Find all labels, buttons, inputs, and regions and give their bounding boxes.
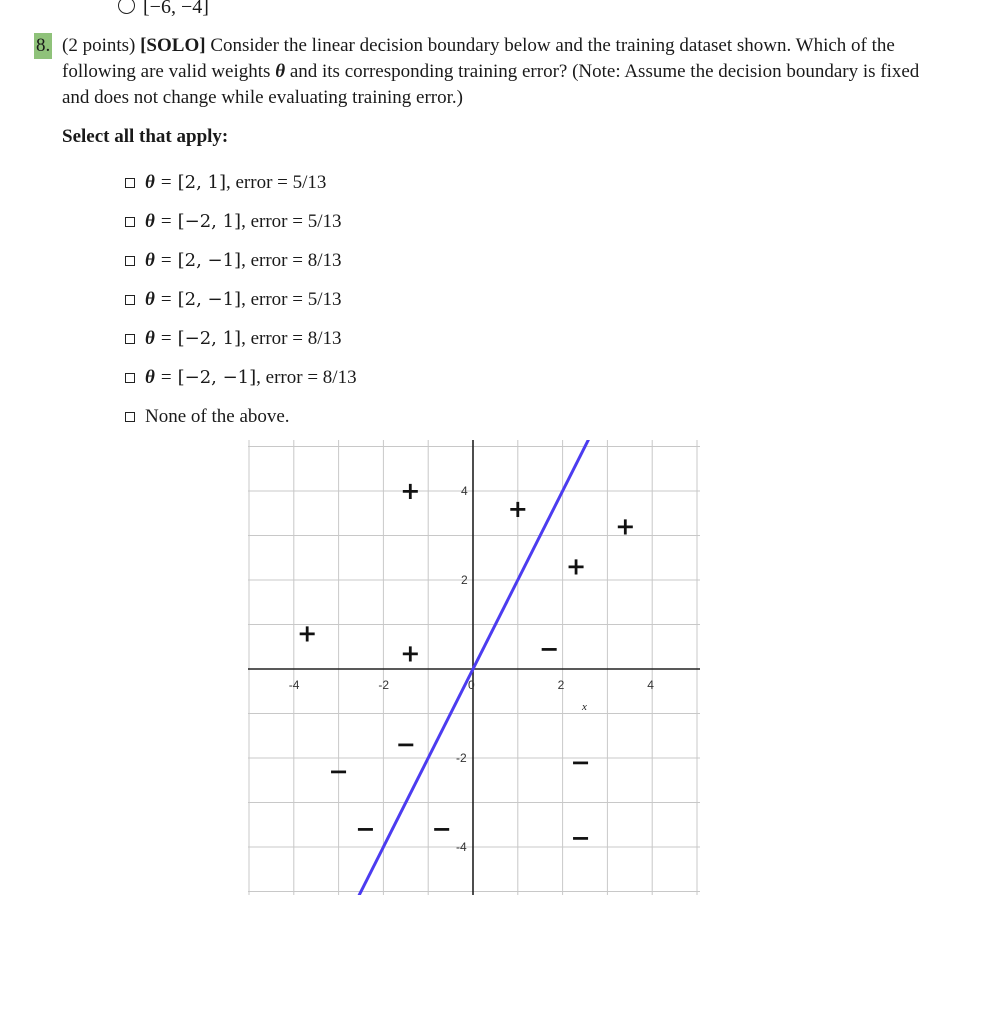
positive-point: + <box>400 477 421 505</box>
theta-symbol: θ <box>145 210 155 232</box>
checkbox[interactable] <box>125 178 135 188</box>
select-all-instruction: Select all that apply: <box>62 126 229 147</box>
question-points: (2 points) <box>62 35 136 56</box>
theta-symbol: θ <box>145 288 155 310</box>
option-error: error = 5/13 <box>250 210 342 232</box>
x-axis-label: x <box>582 701 587 713</box>
checkbox[interactable] <box>125 412 135 422</box>
theta-symbol: θ <box>145 171 155 193</box>
option-error: error = 8/13 <box>250 249 342 271</box>
question-body: Consider the linear decision boundary below and the training dataset shown. Which of the following are valid weights <box>62 35 895 82</box>
radio-button[interactable] <box>118 0 135 14</box>
negative-point: − <box>328 757 349 786</box>
question-block <box>34 33 939 111</box>
y-tick-label: 4 <box>461 484 468 498</box>
theta-symbol: θ <box>145 366 155 388</box>
question-number: 8. <box>34 33 52 59</box>
option-error: error = 5/13 <box>235 171 327 193</box>
x-tick-label: 2 <box>557 678 565 692</box>
option-vector: [2, −1] <box>177 249 242 271</box>
negative-point: − <box>355 815 376 844</box>
negative-point: − <box>570 824 591 853</box>
previous-option-label: [−6, −4] <box>143 0 209 18</box>
option-vector: [−2, 1] <box>177 210 242 232</box>
y-tick-label: -4 <box>456 840 467 854</box>
checkbox[interactable] <box>125 295 135 305</box>
answer-option-none[interactable] <box>125 397 357 436</box>
data-points <box>297 477 635 852</box>
answer-option-6[interactable]: θ = [−2, −1] , error = 8/13 <box>125 358 357 397</box>
option-vector: [2, −1] <box>177 288 242 310</box>
negative-point: − <box>395 730 416 759</box>
checkbox[interactable] <box>125 256 135 266</box>
y-tick-label: 2 <box>461 573 468 587</box>
answer-options <box>125 163 357 436</box>
option-error: error = 8/13 <box>265 366 357 388</box>
none-option-label: None of the above. <box>145 405 290 427</box>
question-tag: [SOLO] <box>140 35 206 56</box>
negative-point: − <box>431 815 452 844</box>
positive-point: + <box>507 494 528 523</box>
x-tick-label: -2 <box>378 678 390 692</box>
x-tick-label: 0 <box>468 678 475 692</box>
option-vector: [−2, −1] <box>177 366 257 388</box>
checkbox[interactable] <box>125 334 135 344</box>
question-body-continued: and its corresponding training error? (Note: Assume the decision boundary is fixed and does not change while evaluating training error.) <box>62 61 920 108</box>
theta-symbol: θ <box>145 327 155 349</box>
positive-point: + <box>615 512 636 541</box>
answer-option-5[interactable]: θ = [−2, 1] , error = 8/13 <box>125 319 357 358</box>
positive-point: + <box>400 639 421 668</box>
negative-point: − <box>570 748 591 777</box>
x-tick-label: 4 <box>647 678 654 692</box>
option-vector: [−2, 1] <box>177 327 242 349</box>
answer-option-4[interactable]: θ = [2, −1] , error = 5/13 <box>125 280 357 319</box>
question-text <box>62 33 939 111</box>
positive-point: + <box>565 552 587 581</box>
decision-boundary-line <box>354 440 589 895</box>
theta-symbol: θ <box>145 249 155 271</box>
previous-question-option[interactable] <box>118 0 209 19</box>
checkbox[interactable] <box>125 217 135 227</box>
option-error: error = 5/13 <box>250 288 342 310</box>
positive-point: + <box>297 619 318 648</box>
answer-option-2[interactable]: θ = [−2, 1] , error = 5/13 <box>125 202 357 241</box>
option-error: error = 8/13 <box>250 327 342 349</box>
checkbox[interactable] <box>125 373 135 383</box>
y-tick-label: -2 <box>456 751 467 765</box>
x-tick-label: -4 <box>288 678 300 692</box>
answer-option-3[interactable]: θ = [2, −1] , error = 8/13 <box>125 241 357 280</box>
option-vector: [2, 1] <box>177 171 226 193</box>
answer-option-1[interactable]: θ = [2, 1] , error = 5/13 <box>125 163 357 202</box>
negative-point: − <box>539 634 560 663</box>
theta-symbol: θ <box>275 61 286 82</box>
decision-boundary-chart <box>248 440 700 895</box>
